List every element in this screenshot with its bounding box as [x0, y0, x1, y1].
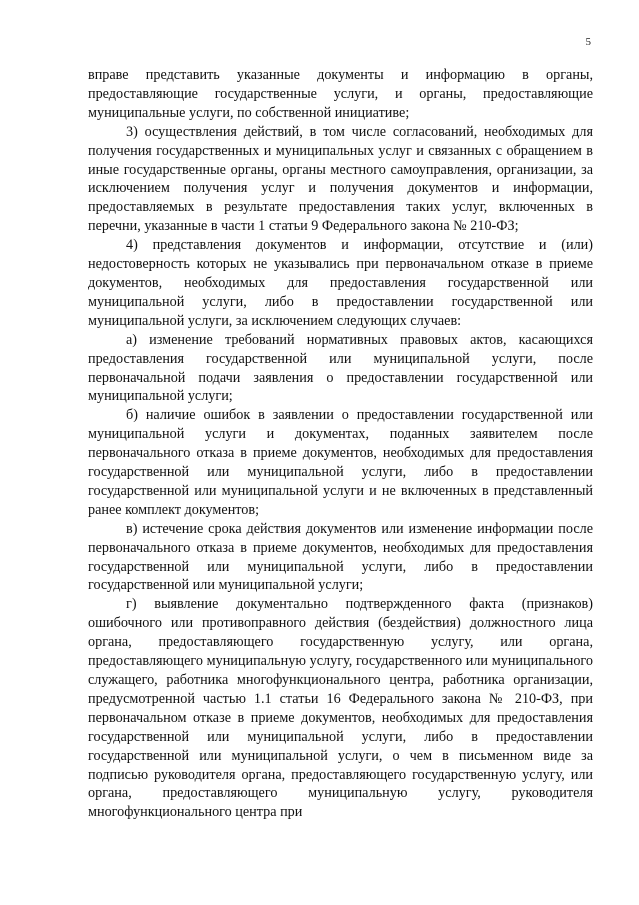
document-body [88, 66, 593, 822]
page-number: 5 [585, 36, 591, 48]
paragraph-item-3: 3) осуществления действий, в том числе согласований, необходимых для получения государственных и муниципальных услуг и связанных с обращением в иные государственные органы, органы местного самоуправления, организации, за исключением получения услуг и получения документов и информации, предоставляемых в результате предоставления таких услуг, включенных в перечни, указанные в части 1 статьи 9 Федерального закона № 210-ФЗ; [88, 123, 593, 235]
paragraph-subitem-g: г) выявление документально подтвержденного факта (признаков) ошибочного или противоправного действия (бездействия) должностного лица органа, предоставляющего государственную услугу, или органа, предоставляющего муниципальную услугу, государственного или муниципального служащего, работника многофункционального центра, работника организации, предусмотренной частью 1.1 статьи 16 Федерального закона № 210-ФЗ, при первоначальном отказе в приеме документов, необходимых для предоставления государственной или муниципальной услуги, либо в предоставлении государственной или муниципальной услуги, о чем в письменном виде за подписью руководителя органа, предоставляющего государственную услугу, или органа, предоставляющего муниципальную услугу, руководителя многофункционального центра при [88, 596, 593, 821]
paragraph-subitem-v: в) истечение срока действия документов или изменение информации после первоначального отказа в приеме документов, необходимых для предоставления государственной или муниципальной услуги, либо в предоставлении государственной или муниципальной услуги; [88, 520, 593, 594]
paragraph-subitem-b: б) наличие ошибок в заявлении о предоставлении государственной или муниципальной услуги и документах, поданных заявителем после первоначального отказа в приеме документов, необходимых для предоставления государственной или муниципальной услуги, либо в предоставлении государственной или муниципальной услуги и не включенных в представленный ранее комплект документов; [88, 407, 593, 518]
paragraph-subitem-a: а) изменение требований нормативных правовых актов, касающихся предоставления государственной или муниципальной услуги, после первоначальной подачи заявления о предоставлении государственной или муниципальной услуги; [88, 331, 593, 405]
paragraph-continuation: вправе представить указанные документы и информацию в органы, предоставляющие государственные услуги, и органы, предоставляющие муниципальные услуги, по собственной инициативе; [88, 67, 593, 121]
paragraph-item-4: 4) представления документов и информации, отсутствие и (или) недостоверность которых не указывались при первоначальном отказе в приеме документов, необходимых для предоставления государственной или муниципальной услуги, либо в предоставлении государственной или муниципальной услуги, за исключением следующих случаев: [88, 237, 593, 329]
